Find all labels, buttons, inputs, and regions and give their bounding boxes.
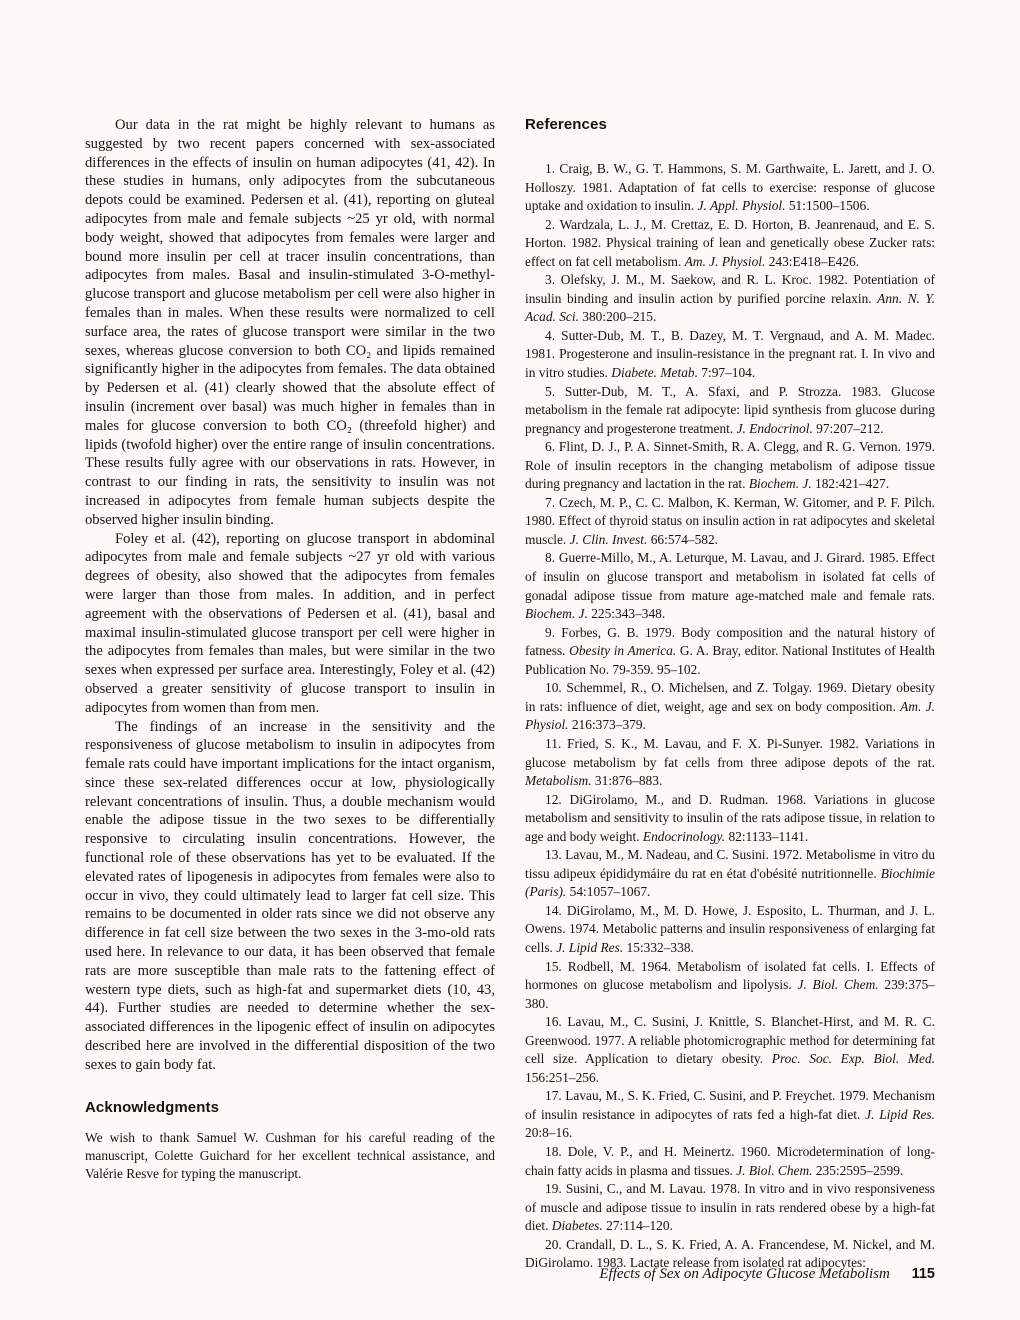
reference-item: 15. Rodbell, M. 1964. Metabolism of isolated fat cells. I. Effects of hormones on glucose metabolism and lipolysis. J. Biol. Chem. 239:375–380. bbox=[525, 958, 935, 1011]
journal-title: Metabolism. bbox=[525, 773, 592, 789]
reference-item: 18. Dole, V. P., and H. Meinertz. 1960. Microdetermination of long-chain fatty acids in plasma and tissues. J. Biol. Chem. 235:2595–2599. bbox=[525, 1143, 935, 1178]
reference-item: 17. Lavau, M., S. K. Fried, C. Susini, and P. Freychet. 1979. Mechanism of insulin resistance in adipocytes of rats fed a high-fat diet. J. Lipid Res. 20:8–16. bbox=[525, 1088, 935, 1141]
reference-item: 4. Sutter-Dub, M. T., B. Dazey, M. T. Vergnaud, and A. M. Madec. 1981. Progesterone and insulin-resistance in the pregnant rat. I. In vivo and in vitro studies. Diabete. Metab. 7:97–104. bbox=[525, 327, 935, 381]
journal-title: Obesity in America. bbox=[569, 643, 677, 659]
page-footer bbox=[599, 1266, 935, 1283]
acknowledgments-text: We wish to thank Samuel W. Cushman for his careful reading of the manuscript, Colette Guichard for her excellent technical assistance, and Valérie Resve for typing the manuscript. bbox=[85, 1129, 495, 1182]
paragraph: Our data in the rat might be highly relevant to humans as suggested by two recent papers concerned with sex-associated differences in the effects of insulin on human adipocytes (41, 42). In these studies in humans, only adipocytes from the subcutaneous depots could be examined. Pedersen et al. (41), reporting on gluteal adipocytes from male and female subjects ~25 yr old, with normal body weight, showed that adipocytes from females were larger and bound more insulin per cell at tracer insulin concentrations, than adipocytes from males. Basal and insulin-stimulated 3-O-methyl-glucose transport and glucose metabolism per cell were also higher in females than in males. When these results were normalized to cell surface area, the rates of glucose transport were similar in the two sexes, whereas glucose conversion to both CO₂ and lipids remained significantly higher in the adipocytes from females. The data obtained by Pedersen et al. (41) clearly showed that the absolute effect of insulin (increment over basal) was much higher in females than in males for glucose conversion to both CO₂ (threefold higher) and lipids (twofold higher) over the entire range of insulin concentrations. These results fully agree with our observations in rats. However, in contrast to our finding in rats, the sensitivity to insulin was not increased in adipocytes from female human subjects despite the observed higher insulin binding. bbox=[85, 117, 495, 528]
journal-title: J. Lipid Res. bbox=[865, 1106, 935, 1122]
reference-item: 12. DiGirolamo, M., and D. Rudman. 1968. Variations in glucose metabolism and sensitivity to insulin of the rats adipose tissue, in relation to age and body weight. Endocrinology. 82:1133–1141. bbox=[525, 791, 935, 844]
discussion-paragraphs bbox=[85, 116, 495, 1075]
journal-title: Biochimie (Paris). bbox=[525, 865, 935, 900]
journal-title: Am. J. Physiol. bbox=[684, 253, 766, 269]
journal-title: Am. J. Physiol. bbox=[525, 698, 935, 733]
references-heading: References bbox=[525, 116, 607, 133]
reference-item: 6. Flint, D. J., P. A. Sinnet-Smith, R. A. Clegg, and R. G. Vernon. 1979. Role of insulin receptors in the changing metabolism of adipose tissue during pregnancy and lactation in the rat. Biochem. J. 182:421–427. bbox=[525, 439, 935, 492]
reference-item: 5. Sutter-Dub, M. T., A. Sfaxi, and P. Strozza. 1983. Glucose metabolism in the female rat adipocyte: lipid synthesis from glucose during pregnancy and progesterone treatment. J. Endocrinol. 97:207–212. bbox=[525, 383, 935, 436]
journal-title: J. Biol. Chem. bbox=[736, 1162, 813, 1178]
page-number: 115 bbox=[911, 1266, 935, 1282]
reference-item: 13. Lavau, M., M. Nadeau, and C. Susini. 1972. Metabolisme in vitro du tissu adipeux épididymáire du rat en état d'obésité nutritionnelle. Biochimie (Paris). 54:1057–1067. bbox=[525, 847, 935, 900]
reference-item: 14. DiGirolamo, M., M. D. Howe, J. Esposito, L. Thurman, and J. L. Owens. 1974. Metabolic patterns and insulin responsiveness of enlarging fat cells. J. Lipid Res. 15:332–338. bbox=[525, 902, 935, 955]
journal-title: J. Lipid Res. bbox=[556, 939, 624, 955]
reference-item: 16. Lavau, M., C. Susini, J. Knittle, S. Blanchet-Hirst, and M. R. C. Greenwood. 1977. A reliable photomicrographic method for determining fat cell size. Application to dietary obesity. Proc. Soc. Exp. Biol. Med. 156:251–256. bbox=[525, 1014, 935, 1085]
references-list bbox=[525, 160, 935, 1273]
running-title: Effects of Sex on Adipocyte Glucose Metabolism bbox=[599, 1266, 890, 1282]
reference-item: 3. Olefsky, J. M., M. Saekow, and R. L. Kroc. 1982. Potentiation of insulin binding and insulin action by purified porcine relaxin. Ann. N. Y. Acad. Sci. 380:200–215. bbox=[525, 272, 935, 325]
reference-item: 9. Forbes, G. B. 1979. Body composition and the natural history of fatness. Obesity in America. G. A. Bray, editor. National Institutes of Health Publication No. 79-359. 95–102. bbox=[525, 624, 935, 677]
journal-title: Diabetes. bbox=[551, 1218, 603, 1234]
journal-title: Proc. Soc. Exp. Biol. Med. bbox=[771, 1051, 935, 1067]
paragraph: Foley et al. (42), reporting on glucose transport in abdominal adipocytes from male and female subjects ~27 yr old with various degrees of obesity, also showed that the adipocytes from females were larger than those from males. In addition, and in perfect agreement with the observations of Pedersen et al. (41), basal and maximal insulin-stimulated glucose transport per cell were higher in the adipocytes from females than males, but were similar in the two sexes when expressed per surface area. Interestingly, Foley et al. (42) observed a greater sensitivity of glucose transport to insulin in adipocytes from women than from men. bbox=[85, 530, 495, 716]
reference-item: 2. Wardzala, L. J., M. Crettaz, E. D. Horton, B. Jeanrenaud, and E. S. Horton. 1982. Physical training of lean and genetically obese Zucker rats: effect on fat cell metabolism. Am. J. Physiol. 243:E418–E426. bbox=[525, 216, 935, 269]
journal-title: J. Clin. Invest. bbox=[569, 531, 648, 547]
right-column bbox=[525, 116, 935, 1273]
page-content bbox=[85, 116, 935, 1273]
reference-item: 8. Guerre-Millo, M., A. Leturque, M. Lavau, and J. Girard. 1985. Effect of insulin on glucose transport and metabolism in isolated fat cells of gonadal adipose tissue from mature age-matched male and female rats. Biochem. J. 225:343–348. bbox=[525, 550, 935, 622]
reference-item: 7. Czech, M. P., C. C. Malbon, K. Kerman, W. Gitomer, and P. F. Pilch. 1980. Effect of thyroid status on insulin action in rat adipocytes and skeletal muscle. J. Clin. Invest. 66:574–582. bbox=[525, 494, 935, 547]
journal-title: J. Appl. Physiol. bbox=[697, 198, 786, 214]
journal-title: Ann. N. Y. Acad. Sci. bbox=[525, 290, 935, 325]
reference-item: 20. Crandall, D. L., S. K. Fried, A. A. Francendese, M. Nickel, and M. DiGirolamo. 1983. Lactate release from isolated rat adipocytes: bbox=[525, 1236, 935, 1271]
acknowledgments-heading: Acknowledgments bbox=[85, 1098, 220, 1116]
reference-item: 10. Schemmel, R., O. Michelsen, and Z. Tolgay. 1969. Dietary obesity in rats: influence of diet, weight, age and sex on body composition. Am. J. Physiol. 216:373–379. bbox=[525, 680, 935, 733]
journal-title: Diabete. Metab. bbox=[611, 365, 698, 381]
journal-title: J. Biol. Chem. bbox=[797, 977, 879, 993]
left-column bbox=[85, 116, 495, 1273]
journal-title: J. Endocrinol. bbox=[736, 420, 813, 436]
journal-title: Biochem. J. bbox=[525, 606, 588, 622]
paragraph: The findings of an increase in the sensitivity and the responsiveness of glucose metabolism to insulin in adipocytes from female rats could have important implications for the intact organism, since these sex-related differences occur at low, physiologically relevant concentrations of insulin. Thus, a double mechanism would enable the adipose tissue in the two sexes to be differentially responsive to circulating insulin concentrations. However, the functional role of these observations has yet to be evaluated. If the elevated rates of lipogenesis in adipocytes from females were also to occur in vivo, they could ultimately lead to larger fat cell size. This remains to be documented in older rats since we did not observe any difference in fat cell size between the two sexes in the 3-mo-old rats used here. In relevance to our data, it has been observed that female rats are more susceptible than male rats to the fattening effect of western type diets, such as high-fat and supermarket diets (10, 43, 44). Further studies are needed to determine whether the sex-associated differences in the lipogenic effect of insulin on adipocytes described here are involved in the differential disposition of the two sexes to gain body fat. bbox=[85, 718, 495, 1073]
reference-item: 19. Susini, C., and M. Lavau. 1978. In vitro and in vivo responsiveness of muscle and adipose tissue to insulin in rats rendered obese by a high-fat diet. Diabetes. 27:114–120. bbox=[525, 1181, 935, 1234]
reference-item: 1. Craig, B. W., G. T. Hammons, S. M. Garthwaite, L. Jarett, and J. O. Holloszy. 1981. Adaptation of fat cells to exercise: response of glucose uptake and oxidation to insulin. J. Appl. Physiol. 51:1500–1506. bbox=[525, 161, 935, 214]
journal-title: Endocrinology. bbox=[642, 828, 726, 844]
reference-item: 11. Fried, S. K., M. Lavau, and F. X. Pi-Sunyer. 1982. Variations in glucose metabolism by fat cells from three adipose depots of the rat. Metabolism. 31:876–883. bbox=[525, 735, 935, 789]
journal-title: Biochem. J. bbox=[748, 476, 812, 492]
